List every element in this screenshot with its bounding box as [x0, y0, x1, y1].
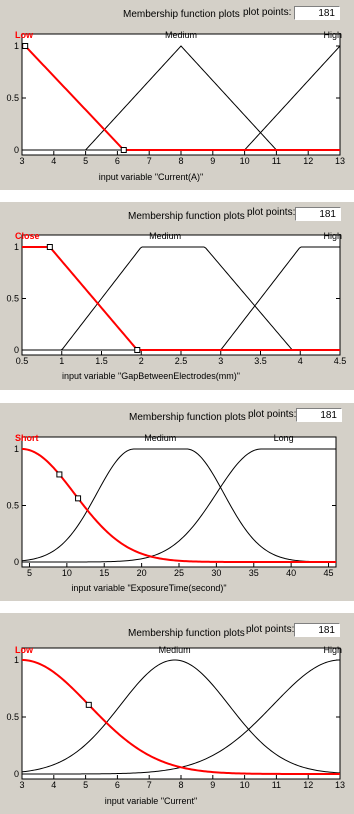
- plot-points-input[interactable]: 181: [296, 408, 342, 422]
- mf-label-high[interactable]: High: [323, 231, 342, 241]
- x-tick-label: 5: [83, 780, 89, 790]
- y-tick-label: 0: [13, 557, 19, 567]
- x-tick-label: 25: [173, 568, 185, 578]
- x-tick-label: 8: [178, 156, 184, 166]
- plot-points-input[interactable]: 181: [295, 207, 341, 221]
- mf-plot[interactable]: [0, 202, 354, 390]
- plot-points-label: plot points:: [246, 624, 295, 635]
- x-tick-label: 11: [271, 156, 282, 166]
- x-tick-label: 13: [334, 156, 346, 166]
- x-tick-label: 11: [271, 780, 282, 790]
- mf-plot[interactable]: [0, 613, 354, 814]
- x-tick-label: 1.5: [95, 356, 108, 366]
- y-tick-label: 0.5: [6, 712, 19, 722]
- x-tick-label: 5: [83, 156, 89, 166]
- y-tick-label: 0: [13, 345, 19, 355]
- x-tick-label: 6: [114, 156, 120, 166]
- x-tick-label: 2.5: [174, 356, 188, 366]
- y-tick-label: 1: [13, 242, 19, 252]
- mf-label-medium[interactable]: Medium: [164, 30, 198, 40]
- x-tick-label: 10: [239, 156, 250, 166]
- plot-axes: [22, 437, 336, 567]
- y-tick-label: 0: [13, 145, 19, 155]
- x-tick-label: 10: [61, 568, 72, 578]
- mf-label-high[interactable]: High: [323, 645, 342, 655]
- x-tick-label: 12: [303, 780, 314, 790]
- mf-drag-handle[interactable]: [23, 44, 28, 49]
- mf-plot[interactable]: [0, 0, 354, 190]
- mf-label-short[interactable]: Short: [15, 433, 39, 443]
- x-tick-label: 3: [19, 156, 25, 166]
- x-tick-label: 3: [218, 356, 224, 366]
- mf-label-low[interactable]: Low: [15, 645, 33, 655]
- mf-drag-handle[interactable]: [47, 245, 52, 250]
- x-tick-label: 9: [210, 780, 216, 790]
- mf-panel-1: [0, 0, 354, 190]
- mf-drag-handle[interactable]: [57, 472, 62, 477]
- x-tick-label: 1: [59, 356, 65, 366]
- x-tick-label: 4: [51, 156, 57, 166]
- plot-axes: [22, 235, 340, 355]
- x-axis-label: input variable "GapBetweenElectrodes(mm)": [62, 371, 240, 381]
- x-tick-label: 4: [51, 780, 57, 790]
- x-tick-label: 5: [26, 568, 32, 578]
- plot-points-input[interactable]: 181: [294, 623, 340, 637]
- x-tick-label: 35: [248, 568, 259, 578]
- plot-points-label: plot points:: [243, 7, 292, 18]
- mf-panel-4: [0, 613, 354, 814]
- x-axis-label: input variable "Current(A)": [98, 172, 204, 182]
- y-tick-label: 1: [13, 655, 19, 665]
- mf-label-medium[interactable]: Medium: [158, 645, 191, 655]
- x-tick-label: 9: [210, 156, 216, 166]
- x-tick-label: 30: [211, 568, 222, 578]
- mf-panel-2: [0, 202, 354, 390]
- x-tick-label: 4: [297, 356, 303, 366]
- mf-panel-3: [0, 403, 354, 601]
- y-tick-label: 1: [13, 444, 19, 454]
- x-tick-label: 12: [303, 156, 314, 166]
- x-tick-label: 2: [138, 356, 144, 366]
- x-tick-label: 20: [136, 568, 147, 578]
- x-tick-label: 6: [114, 780, 120, 790]
- x-tick-label: 13: [334, 780, 346, 790]
- panel-title: Membership function plots: [123, 9, 240, 20]
- x-tick-label: 0.5: [15, 356, 29, 366]
- x-tick-label: 7: [146, 780, 152, 790]
- plot-axes: [22, 34, 340, 155]
- mf-label-long[interactable]: Long: [273, 433, 294, 443]
- plot-axes: [22, 648, 340, 779]
- x-tick-label: 4.5: [333, 356, 347, 366]
- panel-title: Membership function plots: [128, 628, 245, 639]
- x-tick-label: 7: [146, 156, 152, 166]
- plot-points-input[interactable]: 181: [294, 6, 340, 20]
- mf-drag-handle[interactable]: [86, 702, 91, 707]
- mf-label-medium[interactable]: Medium: [144, 433, 177, 443]
- y-tick-label: 0.5: [6, 293, 19, 304]
- x-tick-label: 45: [323, 568, 334, 578]
- y-tick-label: 1: [13, 41, 19, 51]
- panel-title: Membership function plots: [129, 412, 246, 423]
- x-tick-label: 10: [239, 780, 250, 790]
- mf-drag-handle[interactable]: [135, 348, 140, 353]
- plot-points-label: plot points:: [247, 207, 296, 218]
- x-tick-label: 15: [99, 568, 110, 578]
- y-tick-label: 0: [13, 769, 19, 779]
- y-tick-label: 0.5: [6, 93, 19, 103]
- x-tick-label: 3: [19, 780, 25, 790]
- plot-points-label: plot points:: [248, 409, 297, 420]
- mf-plot[interactable]: [0, 403, 354, 601]
- x-tick-label: 3.5: [254, 356, 267, 366]
- panel-title: Membership function plots: [128, 211, 245, 222]
- x-tick-label: 8: [178, 780, 184, 790]
- mf-drag-handle[interactable]: [121, 148, 126, 153]
- mf-label-high[interactable]: High: [323, 30, 342, 40]
- mf-label-low[interactable]: Low: [15, 30, 33, 40]
- x-tick-label: 40: [286, 568, 297, 578]
- mf-label-close[interactable]: Close: [15, 231, 40, 241]
- mf-drag-handle[interactable]: [76, 496, 81, 501]
- x-axis-label: input variable "ExposureTime(second)": [71, 583, 227, 593]
- x-axis-label: input variable "Current": [104, 796, 198, 806]
- mf-label-medium[interactable]: Medium: [149, 231, 182, 241]
- y-tick-label: 0.5: [6, 500, 19, 511]
